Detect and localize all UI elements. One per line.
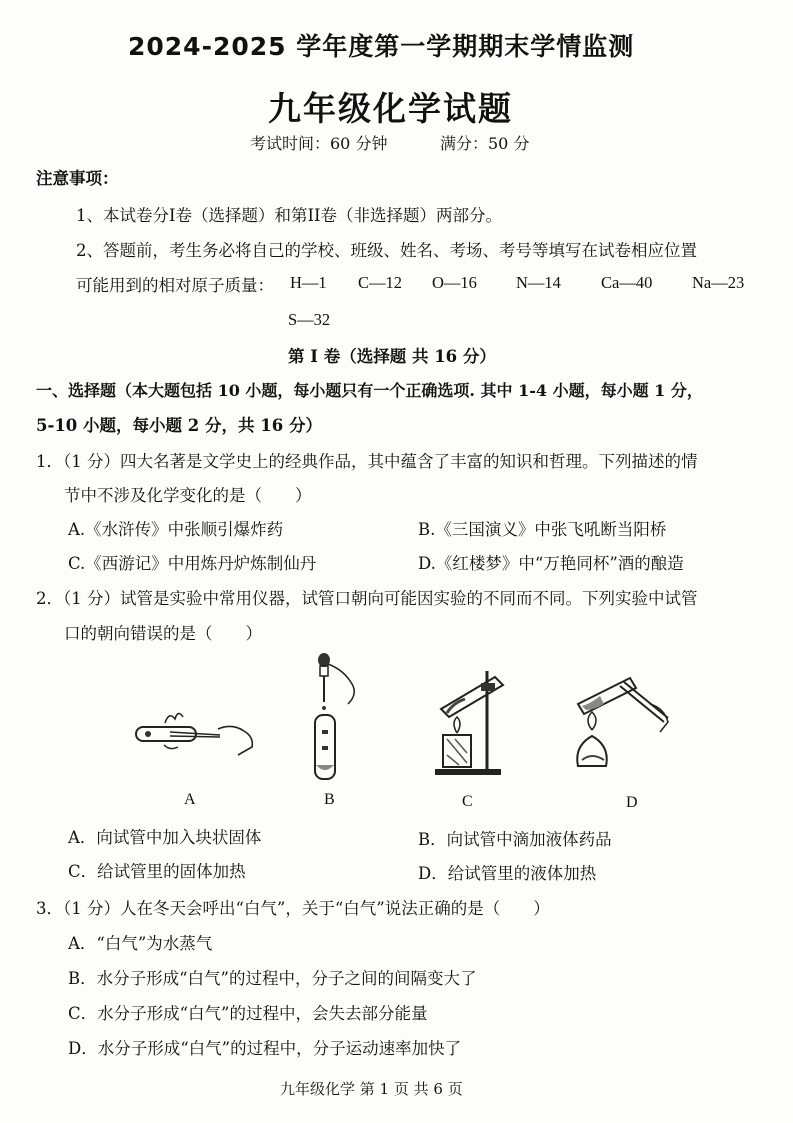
notice-item-2: 2、答题前，考生务必将自己的学校、班级、姓名、考场、考号等填写在试卷相应位置 bbox=[76, 241, 697, 260]
exam-subtitle: 九年级化学试题 bbox=[268, 89, 513, 128]
q3-option-b: B．水分子形成“白气”的过程中，分子之间的间隔变大了 bbox=[68, 969, 477, 988]
q1-option-d: D.《红楼梦》中“万艳同杯”酒的酿造 bbox=[418, 554, 684, 573]
notice-heading: 注意事项： bbox=[36, 169, 119, 188]
q1-option-a: A.《水浒传》中张顺引爆炸药 bbox=[68, 520, 284, 539]
section-instructions-1: 一、选择题（本大题包括 10 小题，每小题只有一个正确选项. 其中 1-4 小题，每小题 1 分， bbox=[36, 381, 703, 400]
q1-option-b: B.《三国演义》中张飞吼断当阳桥 bbox=[418, 520, 667, 539]
mass-s: S—32 bbox=[288, 310, 331, 329]
q2-option-c: C．给试管里的固体加热 bbox=[68, 862, 246, 881]
q3-option-c: C．水分子形成“白气”的过程中，会失去部分能量 bbox=[68, 1004, 428, 1023]
q3-stem: 3．（1 分）人在冬天会呼出“白气”，关于“白气”说法正确的是（ ） bbox=[36, 899, 550, 918]
section-instructions-2: 5-10 小题，每小题 2 分，共 16 分） bbox=[36, 416, 322, 435]
exam-score: 满分：50 分 bbox=[440, 134, 530, 153]
q1-option-c: C.《西游记》中用炼丹炉炼制仙丹 bbox=[68, 554, 317, 573]
figure-label-c: C bbox=[462, 793, 473, 810]
mass-na: Na—23 bbox=[692, 273, 745, 292]
q1-stem-line1: 1．（1 分）四大名著是文学史上的经典作品，其中蕴含了丰富的知识和哲理。下列描述的情 bbox=[36, 452, 698, 471]
exam-title: 2024-2025 学年度第一学期期末学情监测 bbox=[128, 32, 635, 61]
mass-c: C—12 bbox=[358, 273, 403, 292]
mass-ca: Ca—40 bbox=[601, 273, 653, 292]
figure-label-a: A bbox=[184, 791, 196, 808]
page-footer: 九年级化学 第 1 页 共 6 页 bbox=[280, 1080, 463, 1098]
figure-label-b: B bbox=[324, 791, 335, 808]
q2-stem-line1: 2．（1 分）试管是实验中常用仪器，试管口朝向可能因实验的不同而不同。下列实验中试管 bbox=[36, 589, 698, 608]
q2-option-d: D．给试管里的液体加热 bbox=[418, 864, 597, 883]
q3-option-a: A．“白气”为水蒸气 bbox=[68, 934, 213, 953]
mass-h: H—1 bbox=[290, 273, 327, 292]
notice-item-1: 1、本试卷分I卷（选择题）和第II卷（非选择题）两部分。 bbox=[76, 206, 503, 225]
mass-n: N—14 bbox=[516, 273, 561, 292]
q3-option-d: D．水分子形成“白气”的过程中，分子运动速率加快了 bbox=[68, 1039, 462, 1058]
q2-stem-line2: 口的朝向错误的是（ ） bbox=[64, 624, 262, 643]
mass-label: 可能用到的相对原子质量： bbox=[76, 276, 274, 295]
figure-label-d: D bbox=[626, 794, 638, 811]
exam-time: 考试时间：60 分钟 bbox=[250, 134, 388, 153]
section-title: 第 I 卷（选择题 共 16 分） bbox=[288, 347, 496, 366]
figure-d-liquid-heating bbox=[570, 670, 680, 775]
figure-a-horizontal-tube bbox=[130, 705, 260, 760]
figure-b-dropper-tube bbox=[300, 650, 360, 785]
q1-stem-line2: 节中不涉及化学变化的是（ ） bbox=[64, 486, 312, 505]
figure-c-solid-heating bbox=[425, 665, 515, 780]
mass-o: O—16 bbox=[432, 273, 477, 292]
q2-option-b: B．向试管中滴加液体药品 bbox=[418, 830, 612, 849]
q2-option-a: A．向试管中加入块状固体 bbox=[68, 828, 262, 847]
